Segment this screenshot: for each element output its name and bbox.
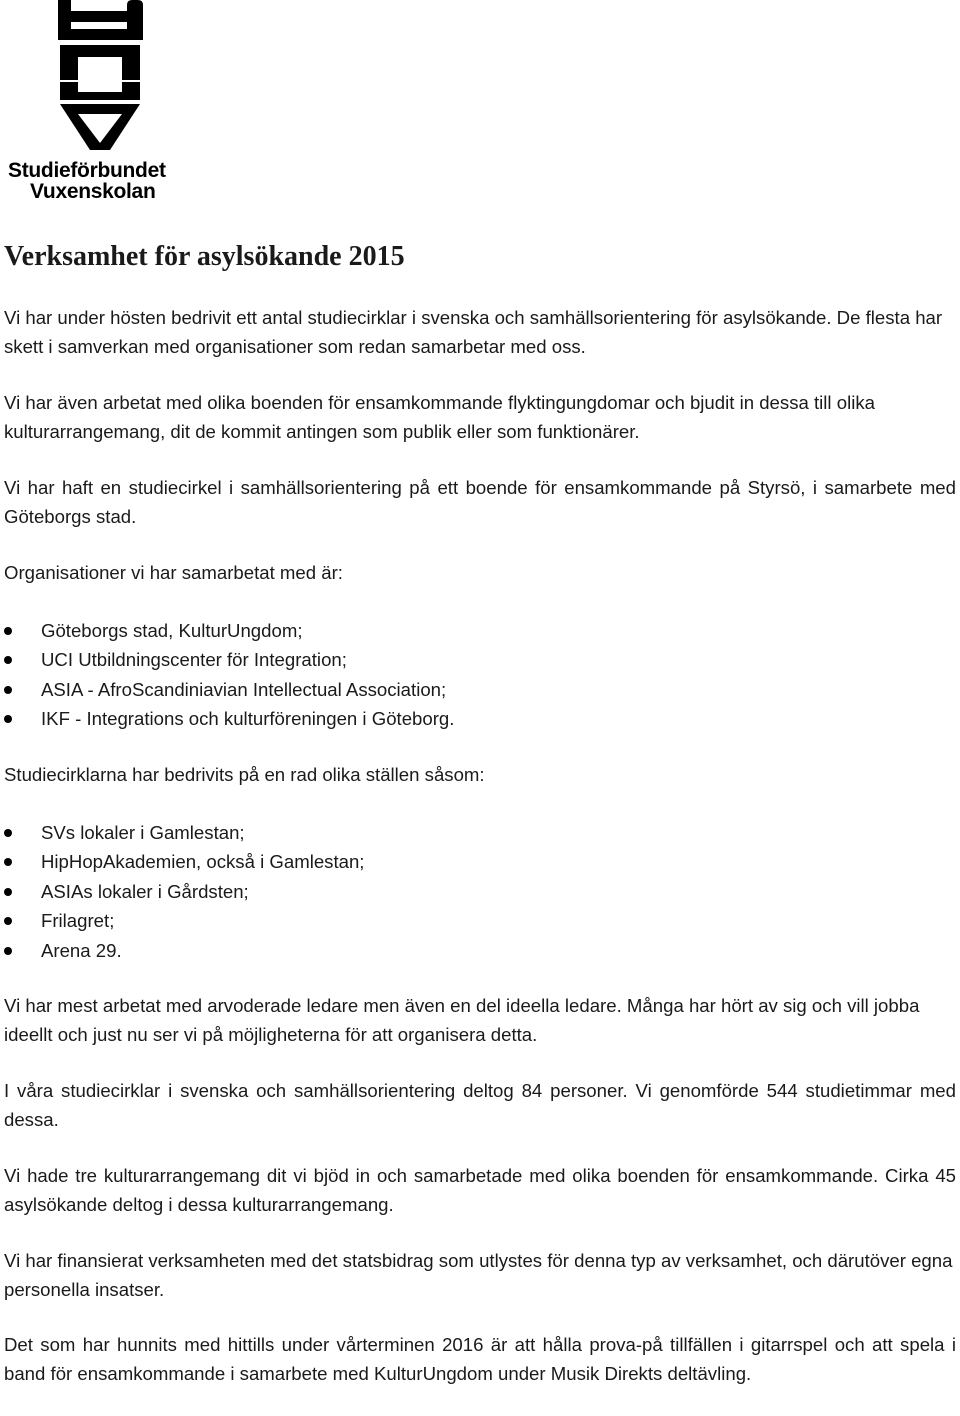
paragraph-places-heading: Studiecirklarna har bedrivits på en rad olika ställen såsom:: [4, 764, 485, 785]
logo-wordmark: [8, 160, 166, 202]
paragraph-boenden: Vi har även arbetat med olika boenden för ensamkommande flyktingungdomar och bjudit in dessa till olika kulturarrangemang, dit de kommit antingen som publik eller som funktionärer.: [4, 392, 875, 442]
list-item: Arena 29.: [0, 936, 956, 965]
list-item: Frilagret;: [0, 906, 956, 935]
list-item: HipHopAkademien, också i Gamlestan;: [0, 847, 956, 876]
paragraph-organisations-heading: Organisationer vi har samarbetat med är:: [4, 562, 343, 583]
paragraph-styrso: Vi har haft en studiecirkel i samhällsorientering på ett boende för ensamkommande på Styrsö, i samarbete med Göteborgs stad.: [4, 477, 956, 527]
places-list: [0, 818, 956, 965]
sv-logo: [4, 0, 204, 210]
paragraph-spring-2016: Det som har hunnits med hittills under vårterminen 2016 är att hålla prova-på tillfällen i gitarrspel och att spela i band för ensamkommande i samarbete med KulturUngdom under Musik Direkts deltävling.: [4, 1334, 956, 1384]
list-item: ASIA - AfroScandiniavian Intellectual Association;: [0, 675, 956, 704]
paragraph-participants: I våra studiecirklar i svenska och samhällsorientering deltog 84 personer. Vi genomförde 544 studietimmar med dessa.: [4, 1080, 956, 1130]
list-item: IKF - Integrations och kulturföreningen i Göteborg.: [0, 704, 956, 733]
organisations-list: [0, 616, 956, 734]
sv-logo-mark: [58, 0, 148, 152]
list-item: UCI Utbildningscenter för Integration;: [0, 645, 956, 674]
logo-line-1: Studieförbundet: [8, 159, 166, 182]
paragraph-leaders: Vi har mest arbetat med arvoderade ledare men även en del ideella ledare. Många har hört av sig och vill jobba ideellt och just nu ser vi på möjligheterna för att organisera detta.: [4, 995, 920, 1045]
paragraph-financing: Vi har finansierat verksamheten med det statsbidrag som utlystes för denna typ av verksamhet, och därutöver egna personella insatser.: [4, 1250, 953, 1300]
paragraph-intro: Vi har under hösten bedrivit ett antal studiecirklar i svenska och samhällsorientering för asylsökande. De flesta har skett i samverkan med organisationer som redan samarbetar med oss.: [4, 307, 943, 357]
list-item: SVs lokaler i Gamlestan;: [0, 818, 956, 847]
list-item: Göteborgs stad, KulturUngdom;: [0, 616, 956, 645]
logo-line-2: Vuxenskolan: [30, 180, 156, 203]
list-item: ASIAs lokaler i Gårdsten;: [0, 877, 956, 906]
document-title: Verksamhet för asylsökande 2015: [4, 241, 405, 272]
paragraph-cultural-events: Vi hade tre kulturarrangemang dit vi bjöd in och samarbetade med olika boenden för ensamkommande. Cirka 45 asylsökande deltog i dessa kulturarrangemang.: [4, 1165, 956, 1215]
